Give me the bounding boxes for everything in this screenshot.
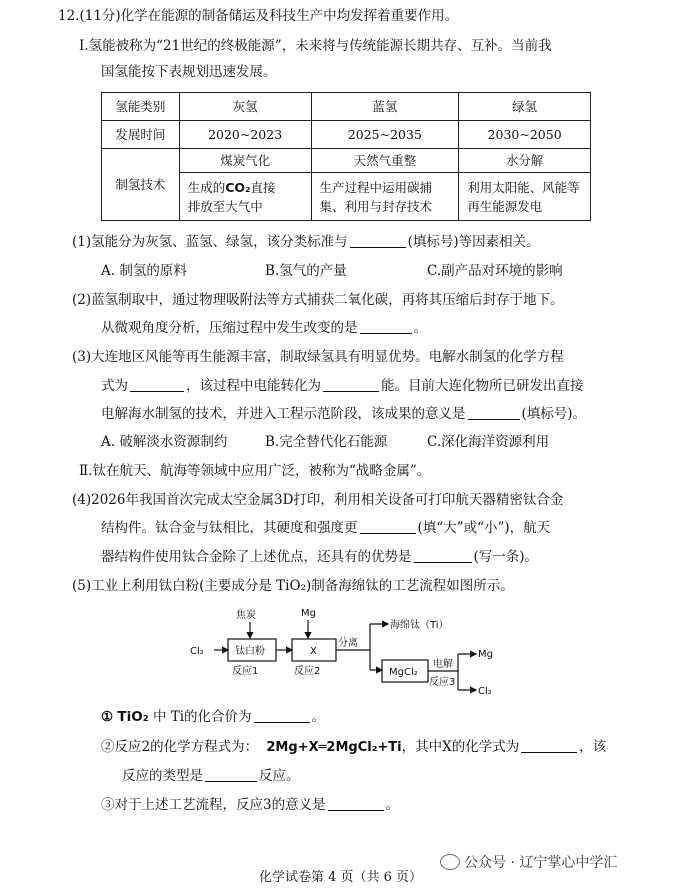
label-reaction1: 反应1 (232, 666, 259, 677)
page-footer: 化学试卷第 4 页（共 6 页） (258, 870, 423, 885)
q3-options (101, 432, 549, 452)
detail-text: 集、利用与封存技术 (319, 198, 433, 214)
answer-blank[interactable] (414, 548, 472, 563)
q3-prompt: 能。目前大连化物所已研发出直接 (381, 378, 584, 394)
q2-prompt: 从微观角度分析，压缩过程中发生改变的是 (101, 320, 358, 336)
table-cell-gray-time: 2020~2023 (179, 121, 311, 149)
sub1 (101, 707, 325, 727)
q4-prompt: 结构件。钛合金与钛相比，其硬度和强度更 (101, 520, 358, 536)
box-titanium-white: 钛白粉 (235, 646, 265, 657)
detail-text: 生成的 (187, 179, 226, 195)
tio2-formula: TiO₂ (117, 709, 149, 725)
question-12-header: 12.(11分)化学在能源的制备储运及科技生产中均发挥着重要作用。 (58, 8, 459, 24)
sub3-prompt: ③对于上述工艺流程，反应3的意义是 (101, 797, 326, 813)
q3-suffix: (填标号)。 (521, 406, 587, 422)
table-cell-blue-tech: 天然气重整 (311, 149, 459, 173)
label-coke: 焦炭 (236, 610, 256, 621)
table-cell-gray-detail (179, 173, 311, 221)
answer-blank[interactable] (521, 738, 577, 753)
q4-suffix: (填“大”或“小”)，航天 (417, 520, 551, 536)
q4-line1: (4)2026年我国首次完成太空金属3D打印，利用相关设备可打印航天器精密钛合金 (72, 492, 564, 508)
label-mg-out: Mg (478, 649, 493, 660)
answer-blank[interactable] (323, 377, 379, 392)
q3-line1: (3)大连地区风能等再生能源丰富，制取绿氢具有明显优势。电解水制氢的化学方程 (72, 349, 564, 365)
sub2-prompt: 反应的类型是 (122, 768, 203, 784)
q1-options (101, 261, 563, 281)
q3-line2 (101, 376, 584, 396)
part1-intro-line2: 国氢能按下表规划迅速发展。 (101, 64, 277, 80)
q5-line1: (5)工业上利用钛白粉(主要成分是 TiO₂)制备海绵钛的工艺流程如图所示。 (72, 578, 514, 594)
sub2-suffix: 反应。 (259, 768, 300, 784)
q4-suffix: (写一条)。 (473, 549, 539, 565)
detail-text: 利用太阳能、风能等 (467, 179, 580, 195)
q3-prompt: ，该过程中电能转化为 (186, 378, 321, 394)
reaction2-equation: 2Mg+X═2MgCl₂+Ti (266, 740, 402, 755)
option-a: A. 制氢的原料 (101, 263, 187, 279)
table-row-label-time: 发展时间 (102, 121, 180, 149)
detail-text: 排放至大气中 (187, 198, 263, 214)
label-cl2-in: Cl₂ (190, 646, 204, 657)
sub1-prompt: 中 Ti的化合价为 (152, 709, 252, 725)
sub2-line1 (101, 737, 606, 758)
sub2-prompt: ，其中X的化学式为 (401, 739, 520, 755)
sub3 (101, 795, 399, 815)
table-cell-blue-detail (311, 173, 459, 221)
table-cell-green-tech: 水分解 (459, 149, 591, 173)
q2-line2 (101, 318, 427, 338)
label-mg-in: Mg (301, 608, 316, 619)
table-cell-blue-time: 2025~2035 (311, 121, 459, 149)
q2-line1: (2)蓝氢制取中，通过物理吸附法等方式捕获二氧化碳，再将其压缩后封存于地下。 (72, 292, 564, 308)
q4-line3 (101, 547, 538, 567)
answer-blank[interactable] (254, 708, 310, 723)
table-header-gray: 灰氢 (179, 93, 311, 121)
sub-number: ① (101, 709, 114, 725)
box-mgcl2: MgCl₂ (389, 667, 418, 678)
table-cell-gray-tech: 煤炭气化 (179, 149, 311, 173)
q3-prompt: 电解海水制氢的技术，并进入工程示范阶段，该成果的意义是 (101, 406, 466, 422)
detail-text: 再生能源发电 (467, 198, 543, 214)
q3-line3 (101, 404, 586, 424)
answer-blank[interactable] (468, 405, 520, 420)
table-header-blue: 蓝氢 (311, 93, 459, 121)
part1-intro-line1: Ⅰ.氢能被称为“21世纪的终极能源”，未来将与传统能源长期共存、互补。当前我 (79, 38, 552, 54)
label-reaction3: 反应3 (429, 677, 456, 688)
watermark-text: 公众号 · 辽宁掌心中学汇 (464, 855, 618, 871)
q4-line2 (101, 518, 550, 538)
q2-suffix: 。 (413, 320, 427, 336)
process-flow-diagram (186, 606, 506, 700)
co2-formula: CO₂ (225, 179, 251, 195)
q4-prompt: 器结构件使用钛合金除了上述优点，还具有的优势是 (101, 549, 412, 565)
option-b: B.氢气的产量 (265, 263, 347, 279)
answer-blank[interactable] (360, 519, 416, 534)
sub2-line2 (122, 766, 300, 786)
label-reaction2: 反应2 (294, 666, 321, 677)
table-row-label-tech: 制氢技术 (102, 149, 180, 221)
label-cl2-out: Cl₂ (478, 686, 492, 697)
box-x: X (310, 646, 317, 657)
part2-intro: Ⅱ.钛在航天、航海等领域中应用广泛，被称为“战略金属”。 (79, 463, 431, 479)
detail-text: 直接 (250, 179, 276, 195)
sub3-suffix: 。 (385, 797, 400, 813)
answer-blank[interactable] (205, 767, 257, 782)
table-header-category: 氢能类别 (102, 93, 180, 121)
answer-blank[interactable] (130, 377, 184, 392)
option-c: C.深化海洋资源利用 (427, 434, 550, 450)
detail-text: 生产过程中运用碳捕 (319, 179, 433, 195)
table-header-green: 绿氢 (459, 93, 591, 121)
answer-blank[interactable] (328, 796, 384, 811)
table-cell-green-time: 2030~2050 (459, 121, 591, 149)
sub1-suffix: 。 (311, 709, 326, 725)
option-b: B.完全替代化石能源 (265, 434, 388, 450)
label-electrolysis: 电解 (433, 659, 453, 670)
label-sponge-ti: 海绵钛（Ti） (390, 620, 449, 631)
q1-suffix: (填标号)等因素相关。 (407, 234, 540, 250)
label-separate: 分离 (338, 638, 358, 649)
q1-prompt: (1)氢能分为灰氢、蓝氢、绿氢，该分类标准与 (72, 234, 348, 250)
sub2-suffix: ，该 (579, 739, 607, 755)
sub2-prompt: ②反应2的化学方程式为： (101, 739, 259, 755)
hydrogen-table (101, 92, 591, 221)
answer-blank[interactable] (360, 319, 412, 334)
option-a: A. 破解淡水资源制约 (101, 434, 228, 450)
table-cell-green-detail (459, 173, 591, 221)
answer-blank[interactable] (350, 233, 406, 248)
option-c: C.副产品对环境的影响 (427, 263, 563, 279)
q1-text (72, 232, 540, 252)
q3-prompt: 式为 (101, 378, 128, 394)
